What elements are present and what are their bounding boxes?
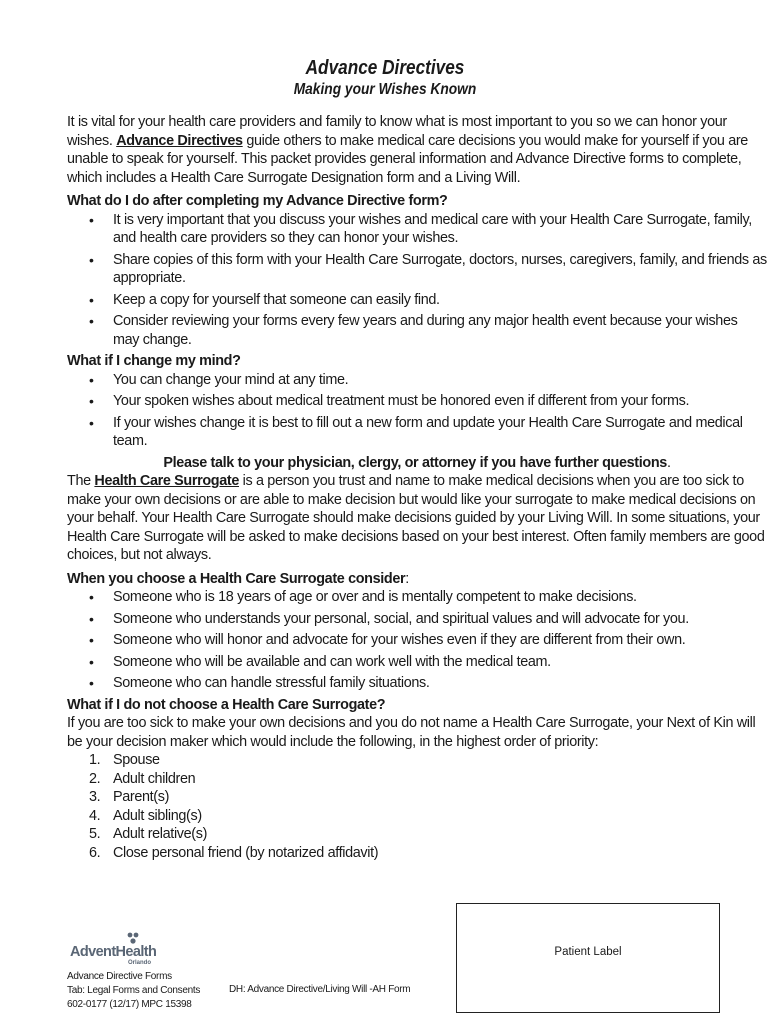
list-item	[67, 807, 767, 826]
intro-text-1: It is vital for your health care providers and family to know what is most important to you so we can honor your wishes.	[67, 114, 727, 149]
list-item	[67, 770, 767, 789]
page-subtitle: Making your Wishes Known	[293, 81, 477, 98]
choose-heading-text: When you choose a Health Care Surrogate consider	[67, 570, 406, 587]
list-item: • Someone who can handle stressful family situations.	[67, 674, 767, 693]
list-item: • Someone who will be available and can work well with the medical team.	[67, 653, 767, 672]
list-item: • Keep a copy for yourself that someone can easily find.	[67, 291, 767, 310]
list-item: • Someone who is 18 years of age or over and is mentally competent to make decisions.	[67, 588, 767, 607]
list-item: • Share copies of this form with your Health Care Surrogate, doctors, nurses, caregivers, family, and friends as appropriate.	[67, 251, 767, 288]
list-text: Spouse	[113, 752, 160, 768]
choose-list	[67, 588, 767, 693]
footer-line: Advance Directive Forms	[67, 971, 172, 982]
list-item: • Someone who understands your personal, social, and spiritual values and will advocate for you.	[67, 610, 767, 629]
health-care-surrogate-term: Health Care Surrogate	[94, 473, 240, 489]
choose-heading	[67, 570, 767, 589]
not-choose-paragraph: If you are too sick to make your own decisions and you do not name a Health Care Surrogate, your Next of Kin will be your decision maker which would include the following, in the highest order of priority:	[67, 715, 756, 750]
advice-note	[67, 454, 767, 473]
page-title: Advance Directives	[305, 57, 465, 79]
list-item	[67, 788, 767, 807]
list-item	[67, 844, 767, 863]
list-text: Parent(s)	[113, 789, 170, 805]
list-text: Close personal friend (by notarized affidavit)	[113, 844, 379, 861]
surrogate-text-1: The	[67, 473, 95, 489]
patient-label-text: Patient Label	[554, 946, 622, 958]
advice-note-period: .	[666, 454, 671, 471]
choose-heading-colon: :	[405, 570, 409, 587]
list-number: 2.	[89, 770, 101, 787]
surrogate-paragraph	[67, 472, 767, 565]
change-list	[67, 371, 767, 451]
list-number: 5.	[89, 826, 101, 842]
surrogate-text-2: is a person you trust and name to make medical decisions when you are too sick to make your own decisions or are able to make decision but would like your surrogate to make medical decisions on your behalf. Your Health Care Surrogate should make decisions guided by your Living Will. In some situations, your Health Care Surrogate will be asked to make decisions based on your best interest. Often family members are good choices, but not always.	[67, 473, 765, 563]
list-item: • You can change your mind at any time.	[67, 371, 767, 390]
advance-directives-term: Advance Directives	[116, 132, 243, 149]
list-text: Adult sibling(s)	[113, 807, 202, 824]
advice-note-text: Please talk to your physician, clergy, or attorney if you have further questions	[163, 454, 667, 471]
intro-text-2: guide others to make medical care decisions you would make for yourself if you are unable to speak for yourself. This packet provides general information and Advance Directive forms to complete, which includes a Health Care Surrogate Designation form and a Living Will.	[67, 132, 748, 186]
list-number: 1.	[89, 752, 101, 768]
footer-form-id: DH: Advance Directive/Living Will -AH Form	[229, 984, 411, 995]
list-item: • Consider reviewing your forms every few years and during any major health event because your wishes may change.	[67, 312, 767, 349]
list-item: • Someone who will honor and advocate for your wishes even if they are different from their own.	[67, 631, 767, 650]
list-item: • If your wishes change it is best to fill out a new form and update your Health Care Surrogate and medical team.	[67, 414, 767, 451]
patient-label-box	[456, 903, 720, 1013]
intro-paragraph	[67, 113, 767, 187]
adventhealth-logo	[68, 932, 178, 968]
footer-info	[67, 970, 200, 1012]
after-heading: What do I do after completing my Advance Directive form?	[67, 193, 448, 209]
change-heading: What if I change my mind?	[67, 353, 241, 369]
list-number: 3.	[89, 789, 101, 805]
not-choose-heading: What if I do not choose a Health Care Surrogate?	[67, 696, 386, 713]
after-list	[67, 211, 767, 350]
list-number: 4.	[89, 807, 101, 824]
list-number: 6.	[89, 844, 101, 861]
list-text: Adult relative(s)	[113, 826, 208, 842]
list-item: • It is very important that you discuss your wishes and medical care with your Health Care Surrogate, family, and health care providers so they can honor your wishes.	[67, 211, 767, 248]
list-text: Adult children	[113, 770, 196, 787]
list-item	[67, 751, 767, 770]
priority-list	[67, 751, 767, 862]
list-item	[67, 825, 767, 844]
logo-name: AdventHealth	[70, 944, 157, 960]
document-body	[67, 113, 767, 862]
footer-line: 602-0177 (12/17) MPC 15398	[67, 999, 192, 1010]
footer-line: Tab: Legal Forms and Consents	[67, 985, 201, 996]
logo-location: Orlando	[128, 960, 152, 966]
list-item: • Your spoken wishes about medical treatment must be honored even if different from your forms.	[67, 392, 767, 411]
